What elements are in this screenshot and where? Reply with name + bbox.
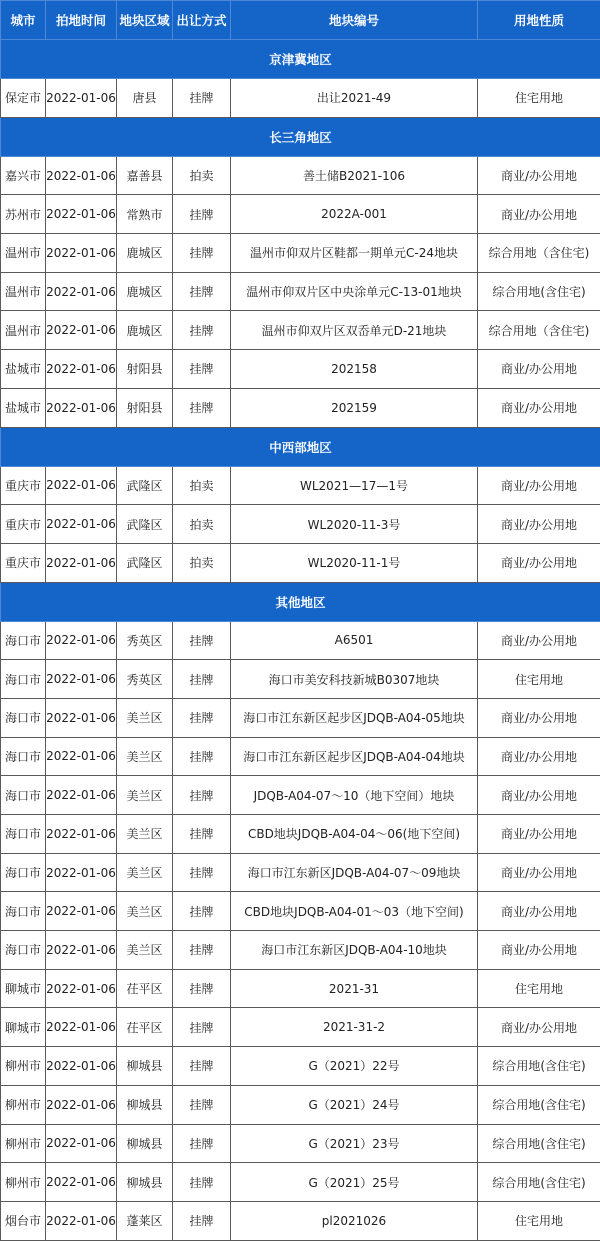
table-row: [1, 543, 600, 582]
date-cell: 2022-01-06: [46, 543, 117, 582]
city-cell: 海口市: [1, 815, 46, 854]
district-cell: 秀英区: [117, 660, 173, 699]
land-use-cell: 住宅用地: [478, 660, 600, 699]
date-cell: 2022-01-06: [46, 1124, 117, 1163]
region-row: [1, 117, 600, 156]
method-cell: 挂牌: [173, 969, 231, 1008]
parcel-id-cell: WL2021—17—1号: [231, 466, 478, 505]
table-row: [1, 737, 600, 776]
parcel-id-cell: 善土储B2021-106: [231, 156, 478, 195]
parcel-id-cell: 海口市江东新区起步区JDQB-A04-05地块: [231, 698, 478, 737]
table-row: [1, 388, 600, 427]
district-cell: 武隆区: [117, 543, 173, 582]
date-cell: 2022-01-06: [46, 931, 117, 970]
region-title: 其他地区: [1, 582, 600, 621]
land-use-cell: 综合用地(含住宅): [478, 1163, 600, 1202]
land-use-cell: 商业/办公用地: [478, 543, 600, 582]
city-cell: 柳州市: [1, 1085, 46, 1124]
table-row: [1, 698, 600, 737]
table-row: [1, 776, 600, 815]
table-row: [1, 660, 600, 699]
method-cell: 拍卖: [173, 466, 231, 505]
table-row: [1, 156, 600, 195]
table-row: [1, 79, 600, 118]
district-cell: 蓬莱区: [117, 1201, 173, 1240]
district-cell: 柳城县: [117, 1047, 173, 1086]
table-row: [1, 1047, 600, 1086]
date-cell: 2022-01-06: [46, 505, 117, 544]
table-row: [1, 815, 600, 854]
city-cell: 海口市: [1, 737, 46, 776]
district-cell: 茌平区: [117, 969, 173, 1008]
table-row: [1, 853, 600, 892]
parcel-id-cell: 出让2021-49: [231, 79, 478, 118]
district-cell: 嘉善县: [117, 156, 173, 195]
method-cell: 拍卖: [173, 543, 231, 582]
table-row: [1, 969, 600, 1008]
table-row: [1, 1008, 600, 1047]
method-cell: 挂牌: [173, 1163, 231, 1202]
date-cell: 2022-01-06: [46, 698, 117, 737]
parcel-id-cell: 202159: [231, 388, 478, 427]
date-cell: 2022-01-06: [46, 195, 117, 234]
city-cell: 海口市: [1, 660, 46, 699]
parcel-id-cell: WL2020-11-1号: [231, 543, 478, 582]
district-cell: 美兰区: [117, 815, 173, 854]
table-body: [1, 40, 600, 1241]
header-land-use: 用地性质: [478, 1, 600, 40]
district-cell: 射阳县: [117, 350, 173, 389]
method-cell: 挂牌: [173, 815, 231, 854]
table-row: [1, 1163, 600, 1202]
city-cell: 聊城市: [1, 1008, 46, 1047]
date-cell: 2022-01-06: [46, 815, 117, 854]
city-cell: 海口市: [1, 698, 46, 737]
parcel-id-cell: 202158: [231, 350, 478, 389]
method-cell: 挂牌: [173, 311, 231, 350]
district-cell: 美兰区: [117, 737, 173, 776]
city-cell: 温州市: [1, 311, 46, 350]
city-cell: 盐城市: [1, 388, 46, 427]
city-cell: 温州市: [1, 272, 46, 311]
land-use-cell: 商业/办公用地: [478, 853, 600, 892]
city-cell: 重庆市: [1, 466, 46, 505]
method-cell: 挂牌: [173, 1124, 231, 1163]
parcel-id-cell: CBD地块JDQB-A04-01～03（地下空间): [231, 892, 478, 931]
land-use-cell: 商业/办公用地: [478, 698, 600, 737]
land-use-cell: 商业/办公用地: [478, 505, 600, 544]
parcel-id-cell: 温州市仰双片区中央涂单元C-13-01地块: [231, 272, 478, 311]
parcel-id-cell: 海口市江东新区起步区JDQB-A04-04地块: [231, 737, 478, 776]
date-cell: 2022-01-06: [46, 853, 117, 892]
land-use-cell: 商业/办公用地: [478, 1008, 600, 1047]
district-cell: 美兰区: [117, 892, 173, 931]
table-row: [1, 1124, 600, 1163]
method-cell: 挂牌: [173, 1008, 231, 1047]
table-row: [1, 234, 600, 273]
land-use-cell: 商业/办公用地: [478, 156, 600, 195]
date-cell: 2022-01-06: [46, 969, 117, 1008]
date-cell: 2022-01-06: [46, 156, 117, 195]
header-row: [1, 1, 600, 40]
table-row: [1, 621, 600, 660]
date-cell: 2022-01-06: [46, 621, 117, 660]
parcel-id-cell: JDQB-A04-07～10（地下空间）地块: [231, 776, 478, 815]
table-row: [1, 350, 600, 389]
land-use-cell: 商业/办公用地: [478, 350, 600, 389]
parcel-id-cell: 2022A-001: [231, 195, 478, 234]
region-row: [1, 40, 600, 79]
city-cell: 嘉兴市: [1, 156, 46, 195]
city-cell: 重庆市: [1, 505, 46, 544]
parcel-id-cell: 2021-31-2: [231, 1008, 478, 1047]
city-cell: 保定市: [1, 79, 46, 118]
method-cell: 拍卖: [173, 156, 231, 195]
land-use-cell: 综合用地（含住宅): [478, 234, 600, 273]
district-cell: 武隆区: [117, 505, 173, 544]
parcel-id-cell: 温州市仰双片区双岙单元D-21地块: [231, 311, 478, 350]
land-use-cell: 住宅用地: [478, 79, 600, 118]
method-cell: 挂牌: [173, 195, 231, 234]
method-cell: 挂牌: [173, 1085, 231, 1124]
date-cell: 2022-01-06: [46, 388, 117, 427]
district-cell: 美兰区: [117, 853, 173, 892]
land-use-cell: 商业/办公用地: [478, 892, 600, 931]
land-use-cell: 住宅用地: [478, 1201, 600, 1240]
date-cell: 2022-01-06: [46, 79, 117, 118]
table-row: [1, 311, 600, 350]
date-cell: 2022-01-06: [46, 737, 117, 776]
land-use-cell: 商业/办公用地: [478, 931, 600, 970]
date-cell: 2022-01-06: [46, 660, 117, 699]
method-cell: 拍卖: [173, 505, 231, 544]
city-cell: 柳州市: [1, 1047, 46, 1086]
district-cell: 鹿城区: [117, 234, 173, 273]
parcel-id-cell: pl2021026: [231, 1201, 478, 1240]
region-title: 京津冀地区: [1, 40, 600, 79]
date-cell: 2022-01-06: [46, 466, 117, 505]
city-cell: 海口市: [1, 931, 46, 970]
city-cell: 烟台市: [1, 1201, 46, 1240]
table-row: [1, 892, 600, 931]
method-cell: 挂牌: [173, 660, 231, 699]
city-cell: 海口市: [1, 892, 46, 931]
district-cell: 柳城县: [117, 1124, 173, 1163]
district-cell: 美兰区: [117, 776, 173, 815]
land-use-cell: 综合用地(含住宅): [478, 272, 600, 311]
parcel-id-cell: 海口市美安科技新城B0307地块: [231, 660, 478, 699]
date-cell: 2022-01-06: [46, 311, 117, 350]
district-cell: 射阳县: [117, 388, 173, 427]
land-use-cell: 商业/办公用地: [478, 388, 600, 427]
table-row: [1, 195, 600, 234]
date-cell: 2022-01-06: [46, 1085, 117, 1124]
date-cell: 2022-01-06: [46, 1201, 117, 1240]
date-cell: 2022-01-06: [46, 1008, 117, 1047]
city-cell: 重庆市: [1, 543, 46, 582]
land-use-cell: 综合用地（含住宅): [478, 311, 600, 350]
region-row: [1, 582, 600, 621]
district-cell: 美兰区: [117, 931, 173, 970]
table-row: [1, 1201, 600, 1240]
parcel-id-cell: G（2021）24号: [231, 1085, 478, 1124]
method-cell: 挂牌: [173, 388, 231, 427]
land-use-cell: 商业/办公用地: [478, 815, 600, 854]
date-cell: 2022-01-06: [46, 272, 117, 311]
district-cell: 美兰区: [117, 698, 173, 737]
method-cell: 挂牌: [173, 892, 231, 931]
table-row: [1, 466, 600, 505]
city-cell: 海口市: [1, 621, 46, 660]
city-cell: 苏州市: [1, 195, 46, 234]
method-cell: 挂牌: [173, 853, 231, 892]
table-row: [1, 1085, 600, 1124]
city-cell: 海口市: [1, 853, 46, 892]
land-use-cell: 商业/办公用地: [478, 776, 600, 815]
method-cell: 挂牌: [173, 1201, 231, 1240]
land-use-cell: 综合用地(含住宅): [478, 1047, 600, 1086]
city-cell: 盐城市: [1, 350, 46, 389]
region-row: [1, 427, 600, 466]
land-use-cell: 综合用地(含住宅): [478, 1124, 600, 1163]
district-cell: 秀英区: [117, 621, 173, 660]
parcel-id-cell: G（2021）22号: [231, 1047, 478, 1086]
method-cell: 挂牌: [173, 621, 231, 660]
method-cell: 挂牌: [173, 350, 231, 389]
method-cell: 挂牌: [173, 737, 231, 776]
city-cell: 聊城市: [1, 969, 46, 1008]
header-transfer-method: 出让方式: [173, 1, 231, 40]
district-cell: 唐县: [117, 79, 173, 118]
date-cell: 2022-01-06: [46, 1047, 117, 1086]
parcel-id-cell: 温州市仰双片区鞋都一期单元C-24地块: [231, 234, 478, 273]
city-cell: 海口市: [1, 776, 46, 815]
region-title: 长三角地区: [1, 117, 600, 156]
district-cell: 鹿城区: [117, 272, 173, 311]
header-district: 地块区域: [117, 1, 173, 40]
method-cell: 挂牌: [173, 776, 231, 815]
method-cell: 挂牌: [173, 79, 231, 118]
city-cell: 柳州市: [1, 1163, 46, 1202]
city-cell: 温州市: [1, 234, 46, 273]
date-cell: 2022-01-06: [46, 776, 117, 815]
parcel-id-cell: 海口市江东新区JDQB-A04-10地块: [231, 931, 478, 970]
method-cell: 挂牌: [173, 698, 231, 737]
land-use-cell: 商业/办公用地: [478, 621, 600, 660]
table-row: [1, 272, 600, 311]
date-cell: 2022-01-06: [46, 234, 117, 273]
table-row: [1, 505, 600, 544]
header-city: 城市: [1, 1, 46, 40]
land-use-cell: 商业/办公用地: [478, 466, 600, 505]
table-row: [1, 931, 600, 970]
parcel-id-cell: CBD地块JDQB-A04-04～06(地下空间): [231, 815, 478, 854]
land-use-cell: 住宅用地: [478, 969, 600, 1008]
header-auction-date: 拍地时间: [46, 1, 117, 40]
method-cell: 挂牌: [173, 234, 231, 273]
method-cell: 挂牌: [173, 272, 231, 311]
date-cell: 2022-01-06: [46, 892, 117, 931]
parcel-id-cell: A6501: [231, 621, 478, 660]
district-cell: 武隆区: [117, 466, 173, 505]
city-cell: 柳州市: [1, 1124, 46, 1163]
land-use-cell: 商业/办公用地: [478, 195, 600, 234]
date-cell: 2022-01-06: [46, 1163, 117, 1202]
district-cell: 鹿城区: [117, 311, 173, 350]
header-parcel-id: 地块编号: [231, 1, 478, 40]
region-title: 中西部地区: [1, 427, 600, 466]
parcel-id-cell: 海口市江东新区JDQB-A04-07～09地块: [231, 853, 478, 892]
district-cell: 常熟市: [117, 195, 173, 234]
land-use-cell: 综合用地(含住宅): [478, 1085, 600, 1124]
parcel-id-cell: G（2021）25号: [231, 1163, 478, 1202]
parcel-id-cell: G（2021）23号: [231, 1124, 478, 1163]
land-use-cell: 商业/办公用地: [478, 737, 600, 776]
parcel-id-cell: 2021-31: [231, 969, 478, 1008]
method-cell: 挂牌: [173, 1047, 231, 1086]
district-cell: 茌平区: [117, 1008, 173, 1047]
date-cell: 2022-01-06: [46, 350, 117, 389]
district-cell: 柳城县: [117, 1085, 173, 1124]
parcel-id-cell: WL2020-11-3号: [231, 505, 478, 544]
method-cell: 挂牌: [173, 931, 231, 970]
district-cell: 柳城县: [117, 1163, 173, 1202]
